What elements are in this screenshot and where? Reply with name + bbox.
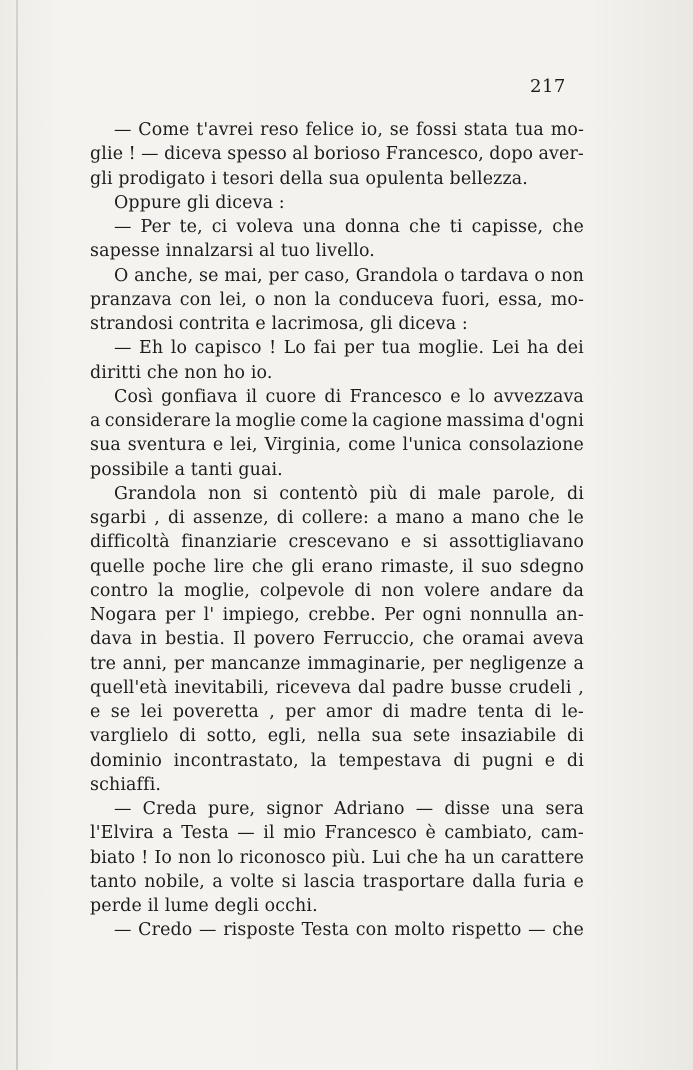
text-line: dava in bestia. Il povero Ferruccio, che oramai aveva <box>90 629 584 650</box>
page-number: 217 <box>530 76 566 97</box>
text-line: — Per te, ci voleva una donna che ti capisse, che <box>114 217 584 237</box>
body-text <box>90 118 584 943</box>
text-line: O anche, se mai, per caso, Grandola o tardava o non <box>114 265 584 286</box>
text-line: gli prodigato i tesori della sua opulenta bellezza. <box>90 168 528 189</box>
text-line: tanto nobile, a volte si lascia trasportare dalla furia e <box>90 871 584 892</box>
text-line: — Creda pure, signor Adriano — disse una sera <box>114 799 584 819</box>
text-line: sgarbi , di assenze, di collere: a mano a mano che le <box>90 508 584 528</box>
text-line: difficoltà finanziarie crescevano e si assottigliavano <box>90 532 584 553</box>
text-line: sua sventura e lei, Virginia, come l'unica consolazione <box>90 435 584 456</box>
text-line: sapesse innalzarsi al tuo livello. <box>90 241 375 262</box>
text-line: contro la moglie, colpevole di non volere andare da <box>90 580 584 601</box>
text-line: — Come t'avrei reso felice io, se fossi stata tua mo- <box>114 120 584 140</box>
text-line: — Credo — risposte Testa con molto rispetto — che <box>114 920 584 941</box>
text-line: possibile a tanti guai. <box>90 459 283 480</box>
text-line: strandosi contrita e lacrimosa, gli diceva : <box>90 314 468 334</box>
text-line: Grandola non si contentò più di male parole, di <box>114 483 584 504</box>
text-line: schiaffi. <box>90 774 162 795</box>
text-line: quell'età inevitabili, riceveva dal padre busse crudeli , <box>90 677 584 698</box>
text-line: quelle poche lire che gli erano rimaste, il suo sdegno <box>90 556 584 577</box>
text-line: diritti che non ho io. <box>90 362 273 383</box>
text-line: Oppure gli diceva : <box>114 192 285 213</box>
text-line: — Eh lo capisco ! Lo fai per tua moglie. Lei ha dei <box>114 338 584 359</box>
text-line: Nogara per l' impiego, crebbe. Per ogni nonnulla an- <box>90 605 584 625</box>
text-line: Così gonfiava il cuore di Francesco e lo avvezzava <box>114 386 584 407</box>
text-line: biato ! Io non lo riconosco più. Lui che ha un carattere <box>90 847 584 868</box>
page-binding-edge <box>16 0 18 1070</box>
text-line: glie ! — diceva spesso al borioso Francesco, dopo aver- <box>90 144 584 165</box>
text-line: tre anni, per mancanze immaginarie, per negligenze a <box>90 653 584 674</box>
text-line: l'Elvira a Testa — il mio Francesco è cambiato, cam- <box>90 823 584 844</box>
text-line: a considerare la moglie come la cagione massima d'ogni <box>90 411 584 431</box>
text-line: varglielo di sotto, egli, nella sua sete insaziabile di <box>90 726 584 747</box>
text-line: e se lei poveretta , per amor di madre tenta di le- <box>90 702 584 722</box>
text-line: pranzava con lei, o non la conduceva fuori, essa, mo- <box>90 289 584 310</box>
text-line: perde il lume degli occhi. <box>90 896 318 916</box>
text-line: dominio incontrastato, la tempestava di pugni e di <box>90 750 584 771</box>
